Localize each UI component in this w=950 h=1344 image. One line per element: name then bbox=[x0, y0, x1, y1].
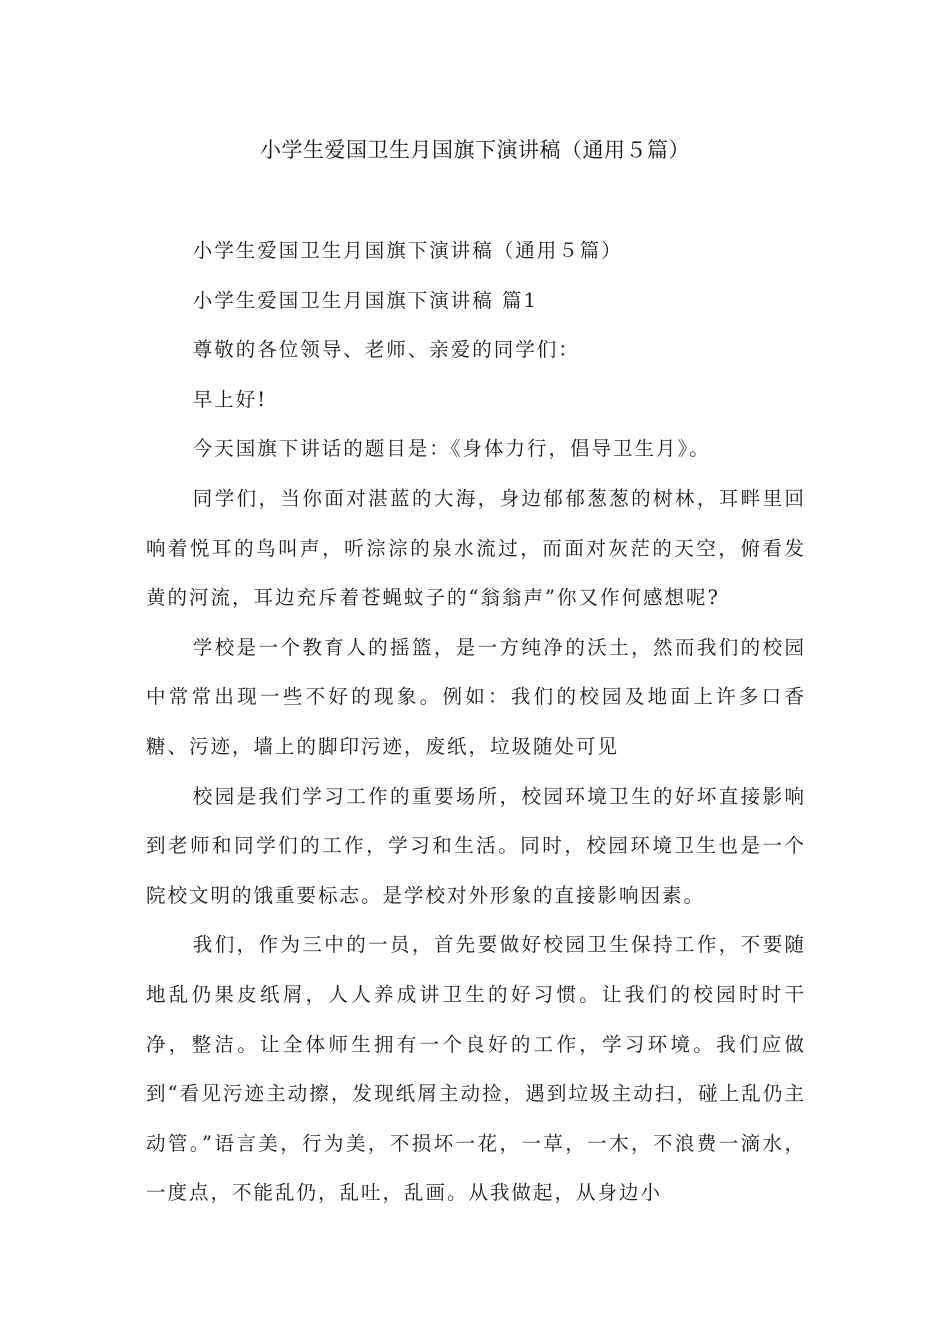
section-heading: 小学生爱国卫生月国旗下演讲稿 篇1 bbox=[192, 288, 538, 312]
body-paragraph: 我们，作为三中的一员，首先要做好校园卫生保持工作，不要随地乱仍果皮纸屑，人人养成讲卫生的好习惯。让我们的校园时时干净，整洁。让全体师生拥有一个良好的工作，学习环境。我们应做到“看见污迹主动擦，发现纸屑主动捡，遇到垃圾主动扫，碰上乱仍主动管。”语言美，行为美，不损坏一花，一草，一木，不浪费一滴水，一度点，不能乱仍，乱吐，乱画。从我做起，从身边小 bbox=[146, 933, 806, 1205]
document-title: 小学生爱国卫生月国旗下演讲稿（通用５篇） bbox=[260, 138, 690, 162]
subtitle-paragraph: 小学生爱国卫生月国旗下演讲稿（通用５篇） bbox=[192, 239, 623, 262]
salutation: 尊敬的各位领导、老师、亲爱的同学们： bbox=[192, 338, 580, 362]
greeting: 早上好! bbox=[192, 387, 268, 411]
body-paragraph: 同学们，当你面对湛蓝的大海，身边郁郁葱葱的树林，耳畔里回响着悦耳的鸟叫声，听淙淙的泉水流过，而面对灰茫的天空，俯看发黄的河流，耳边充斥着苍蝇蚊子的“翁翁声”你又作何感想呢? bbox=[146, 486, 806, 610]
document-body bbox=[146, 226, 806, 1218]
body-paragraph: 学校是一个教育人的摇篮，是一方纯净的沃土，然而我们的校园中常常出现一些不好的现象。例如：我们的校园及地面上许多口香糖、污迹，墙上的脚印污迹，废纸，垃圾随处可见 bbox=[146, 635, 806, 758]
body-paragraph: 校园是我们学习工作的重要场所，校园环境卫生的好坏直接影响到老师和同学们的工作，学习和生活。同时，校园环境卫生也是一个院校文明的饿重要标志。是学校对外形象的直接影响因素。 bbox=[146, 784, 806, 907]
speech-topic: 今天国旗下讲话的题目是：《身体力行，倡导卫生月》。 bbox=[192, 437, 711, 461]
